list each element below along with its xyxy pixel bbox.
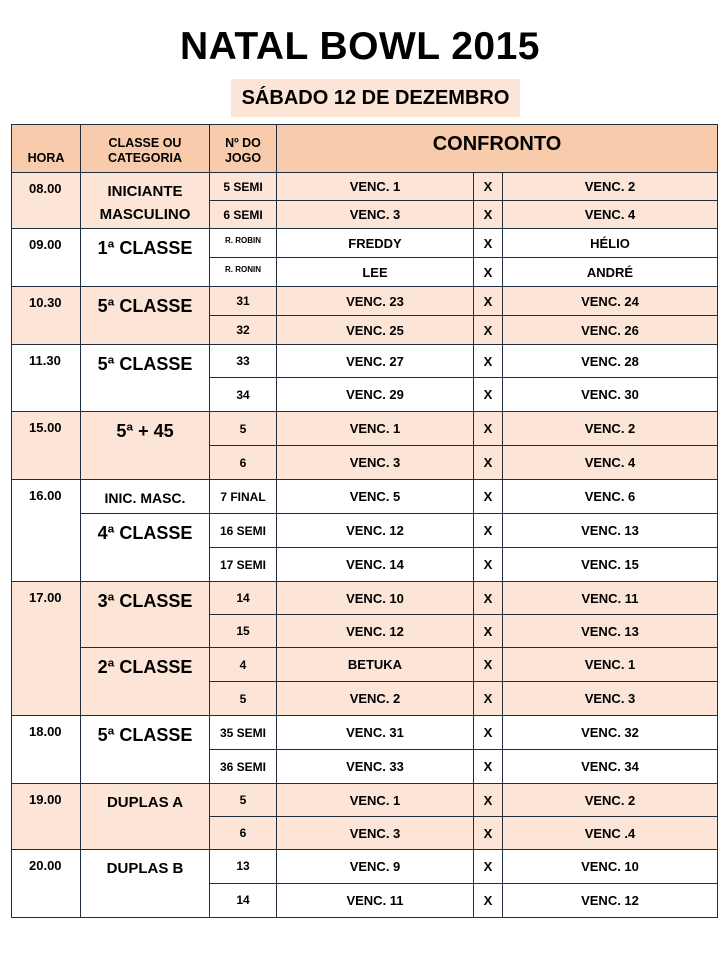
team-a-cell: VENC. 3 [277, 817, 474, 850]
hora-cell: 11.30 [12, 345, 81, 412]
game-number-cell: 32 [210, 316, 277, 345]
table-row [12, 229, 718, 258]
team-b-cell: VENC. 15 [503, 548, 718, 582]
team-a-cell: LEE [277, 258, 474, 287]
table-row [12, 345, 718, 378]
team-b-cell: VENC. 24 [503, 287, 718, 316]
category-cell: 2ª CLASSE [81, 648, 210, 716]
game-number-cell: 15 [210, 615, 277, 648]
versus-cell: X [474, 648, 503, 682]
hora-cell: 18.00 [12, 716, 81, 784]
versus-cell: X [474, 229, 503, 258]
team-b-cell: VENC. 2 [503, 173, 718, 201]
table-row [12, 716, 718, 750]
header-row [12, 125, 718, 173]
team-a-cell: VENC. 3 [277, 201, 474, 229]
team-b-cell: VENC. 4 [503, 446, 718, 480]
page-title: NATAL BOWL 2015 [179, 25, 540, 68]
versus-cell: X [474, 817, 503, 850]
team-b-cell: VENC. 2 [503, 412, 718, 446]
team-b-cell: VENC. 34 [503, 750, 718, 784]
versus-cell: X [474, 480, 503, 514]
game-number-cell: 35 SEMI [210, 716, 277, 750]
team-b-cell: VENC. 1 [503, 648, 718, 682]
team-b-cell: VENC. 3 [503, 682, 718, 716]
team-a-cell: FREDDY [277, 229, 474, 258]
hora-cell: 09.00 [12, 229, 81, 287]
team-a-cell: VENC. 10 [277, 582, 474, 615]
table-row [12, 480, 718, 514]
versus-cell: X [474, 884, 503, 918]
team-b-cell: ANDRÉ [503, 258, 718, 287]
game-number-cell: 14 [210, 884, 277, 918]
game-number-cell: 17 SEMI [210, 548, 277, 582]
game-number-cell: 16 SEMI [210, 514, 277, 548]
team-b-cell: VENC. 13 [503, 514, 718, 548]
game-number-cell: 6 [210, 446, 277, 480]
game-number-cell: 31 [210, 287, 277, 316]
hora-cell: 08.00 [12, 173, 81, 229]
versus-cell: X [474, 850, 503, 884]
game-number-cell: 5 SEMI [210, 173, 277, 201]
versus-cell: X [474, 345, 503, 378]
team-a-cell: VENC. 12 [277, 615, 474, 648]
team-a-cell: VENC. 3 [277, 446, 474, 480]
versus-cell: X [474, 201, 503, 229]
team-b-cell: VENC. 26 [503, 316, 718, 345]
versus-cell: X [474, 716, 503, 750]
date-subtitle: SÁBADO 12 DE DEZEMBRO [231, 79, 520, 117]
game-number-cell: R. ROBIN [210, 229, 277, 258]
game-number-cell: 6 SEMI [210, 201, 277, 229]
game-number-cell: 5 [210, 784, 277, 817]
category-cell: DUPLAS A [81, 784, 210, 850]
table-row [12, 648, 718, 682]
schedule-table [11, 124, 718, 918]
team-a-cell: VENC. 1 [277, 412, 474, 446]
game-number-cell: 36 SEMI [210, 750, 277, 784]
team-b-cell: VENC. 30 [503, 378, 718, 412]
hora-cell: 15.00 [12, 412, 81, 480]
category-cell: 1ª CLASSE [81, 229, 210, 287]
game-number-cell: 13 [210, 850, 277, 884]
versus-cell: X [474, 548, 503, 582]
versus-cell: X [474, 582, 503, 615]
header-classe: CLASSE OU CATEGORIA [81, 125, 210, 173]
header-hora: HORA [12, 125, 81, 173]
hora-cell: 16.00 [12, 480, 81, 582]
table-row [12, 582, 718, 615]
category-cell: 5ª CLASSE [81, 287, 210, 345]
game-number-cell: 4 [210, 648, 277, 682]
team-a-cell: VENC. 14 [277, 548, 474, 582]
table-row [12, 514, 718, 548]
game-number-cell: 7 FINAL [210, 480, 277, 514]
category-cell: DUPLAS B [81, 850, 210, 918]
team-a-cell: VENC. 31 [277, 716, 474, 750]
team-a-cell: VENC. 25 [277, 316, 474, 345]
category-cell: 5ª + 45 [81, 412, 210, 480]
team-a-cell: VENC. 5 [277, 480, 474, 514]
team-a-cell: VENC. 11 [277, 884, 474, 918]
versus-cell: X [474, 378, 503, 412]
team-a-cell: VENC. 33 [277, 750, 474, 784]
team-b-cell: VENC. 6 [503, 480, 718, 514]
hora-cell: 17.00 [12, 582, 81, 716]
team-b-cell: VENC .4 [503, 817, 718, 850]
team-a-cell: VENC. 9 [277, 850, 474, 884]
versus-cell: X [474, 615, 503, 648]
category-cell: INIC. MASC. [81, 480, 210, 514]
hora-cell: 10.30 [12, 287, 81, 345]
game-number-cell: 34 [210, 378, 277, 412]
hora-cell: 19.00 [12, 784, 81, 850]
team-b-cell: VENC. 28 [503, 345, 718, 378]
team-b-cell: VENC. 2 [503, 784, 718, 817]
category-cell: INICIANTE MASCULINO [81, 173, 210, 229]
table-row [12, 784, 718, 817]
team-a-cell: VENC. 2 [277, 682, 474, 716]
header-jogo: Nº DO JOGO [210, 125, 277, 173]
category-cell: 3ª CLASSE [81, 582, 210, 648]
team-a-cell: VENC. 23 [277, 287, 474, 316]
versus-cell: X [474, 784, 503, 817]
header-confronto: CONFRONTO [277, 125, 718, 173]
versus-cell: X [474, 750, 503, 784]
versus-cell: X [474, 446, 503, 480]
game-number-cell: 6 [210, 817, 277, 850]
category-cell: 5ª CLASSE [81, 345, 210, 412]
table-row [12, 850, 718, 884]
versus-cell: X [474, 173, 503, 201]
category-cell: 5ª CLASSE [81, 716, 210, 784]
team-a-cell: BETUKA [277, 648, 474, 682]
game-number-cell: R. RONIN [210, 258, 277, 287]
table-row [12, 287, 718, 316]
team-b-cell: VENC. 10 [503, 850, 718, 884]
team-b-cell: HÉLIO [503, 229, 718, 258]
team-a-cell: VENC. 29 [277, 378, 474, 412]
team-b-cell: VENC. 11 [503, 582, 718, 615]
team-a-cell: VENC. 12 [277, 514, 474, 548]
team-b-cell: VENC. 32 [503, 716, 718, 750]
versus-cell: X [474, 316, 503, 345]
team-b-cell: VENC. 12 [503, 884, 718, 918]
versus-cell: X [474, 682, 503, 716]
game-number-cell: 14 [210, 582, 277, 615]
game-number-cell: 5 [210, 412, 277, 446]
game-number-cell: 33 [210, 345, 277, 378]
hora-cell: 20.00 [12, 850, 81, 918]
versus-cell: X [474, 258, 503, 287]
versus-cell: X [474, 412, 503, 446]
team-b-cell: VENC. 4 [503, 201, 718, 229]
table-row [12, 412, 718, 446]
team-a-cell: VENC. 1 [277, 173, 474, 201]
team-b-cell: VENC. 13 [503, 615, 718, 648]
team-a-cell: VENC. 27 [277, 345, 474, 378]
versus-cell: X [474, 287, 503, 316]
game-number-cell: 5 [210, 682, 277, 716]
team-a-cell: VENC. 1 [277, 784, 474, 817]
table-row [12, 173, 718, 201]
versus-cell: X [474, 514, 503, 548]
category-cell: 4ª CLASSE [81, 514, 210, 582]
